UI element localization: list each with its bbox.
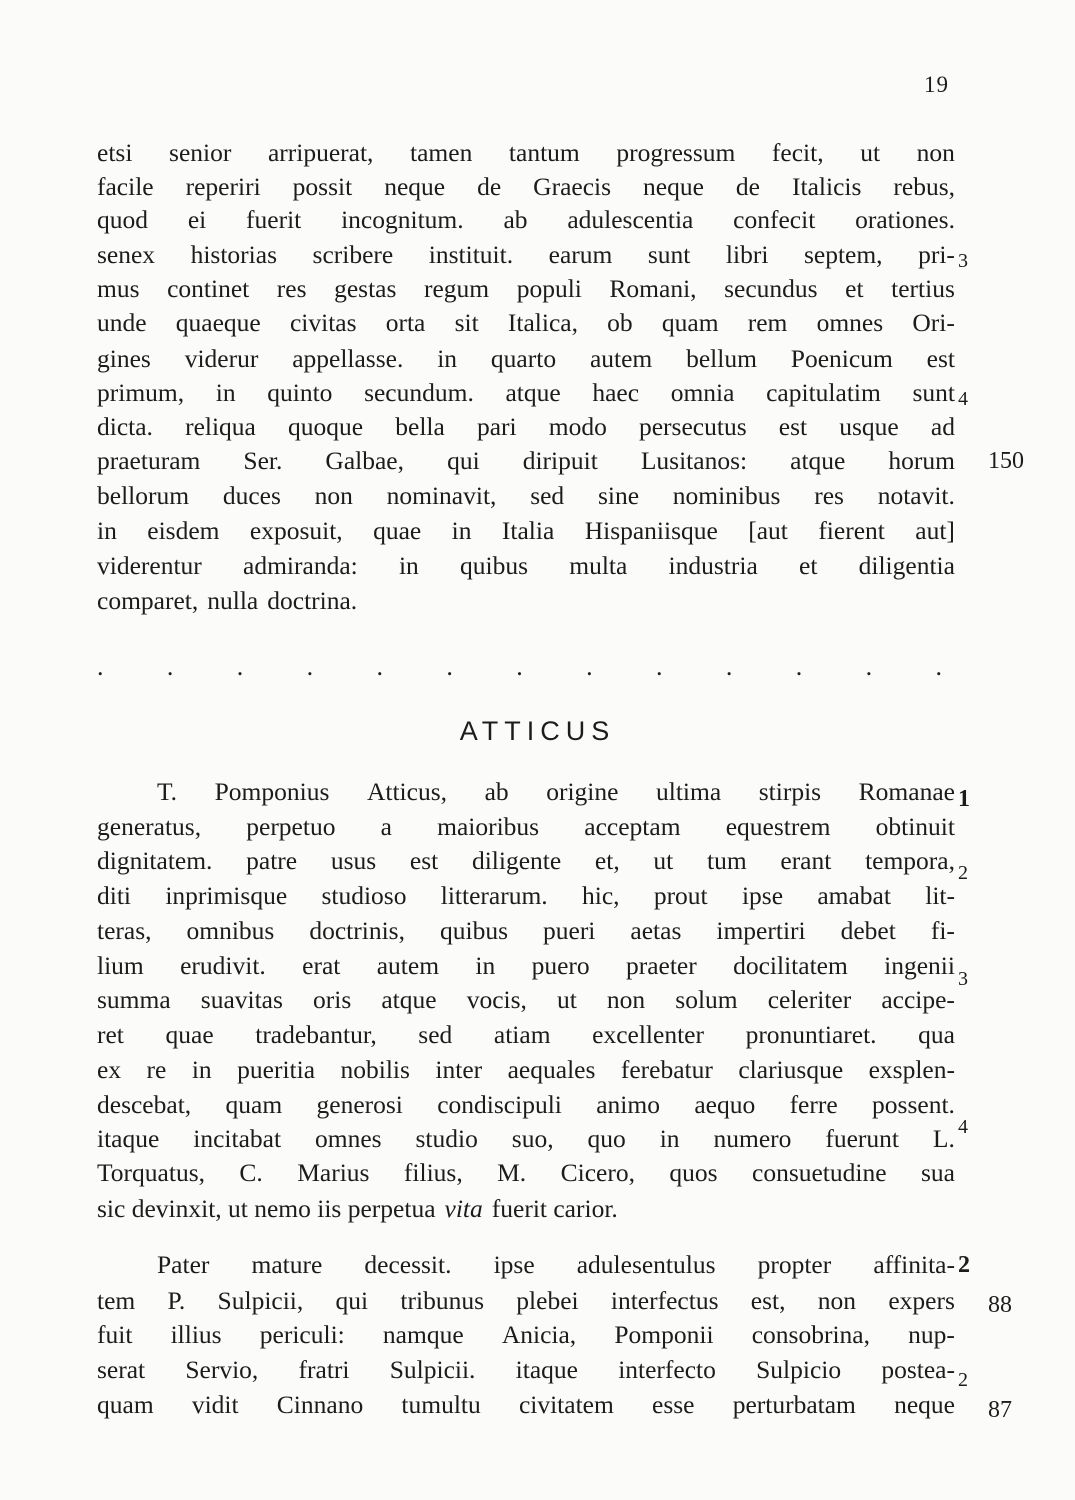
- text-line: generatus, perpetuo a maioribus acceptam equestrem obtinuit: [97, 812, 955, 841]
- text-segment: fuerit carior.: [491, 1194, 618, 1223]
- text-line: [97, 1194, 955, 1224]
- text-line: T. Pomponius Atticus, ab origine ultima stirpis Romanae: [157, 777, 955, 806]
- text-line: primum, in quinto secundum. atque haec omnia capitulatim sunt: [97, 378, 955, 407]
- ellipsis-row: [97, 652, 942, 682]
- ellipsis-dot: .: [656, 652, 663, 681]
- ellipsis-dot: .: [236, 652, 244, 681]
- section-marker: 4: [958, 1116, 968, 1138]
- ellipsis-dot: .: [795, 652, 803, 681]
- text-line: facile reperiri possit neque de Graecis neque de Italicis rebus,: [97, 172, 955, 201]
- text-line: mus continet res gestas regum populi Romani, secundus et tertius: [97, 274, 955, 303]
- text-line: senex historias scribere instituit. earum sunt libri septem, pri-: [97, 240, 955, 269]
- text-line: bellorum duces non nominavit, sed sine nominibus res notavit.: [97, 481, 955, 510]
- text-line: descebat, quam generosi condiscipuli animo aequo ferre possent.: [97, 1090, 955, 1119]
- text-segment: sic devinxit, ut nemo iis perpetua: [97, 1194, 436, 1223]
- text-line: dicta. reliqua quoque bella pari modo persecutus est usque ad: [97, 412, 955, 441]
- section-marker: 2: [958, 1369, 968, 1391]
- text-line: summa suavitas oris atque vocis, ut non solum celeriter accipe-: [97, 985, 955, 1014]
- ellipsis-dot: .: [725, 652, 733, 681]
- section-marker: 3: [958, 968, 968, 990]
- text-line: tem P. Sulpicii, qui tribunus plebei interfectus est, non expers: [97, 1286, 955, 1315]
- text-line: teras, omnibus doctrinis, quibus pueri aetas impertiri debet fi-: [97, 916, 955, 945]
- section-heading: ATTICUS: [459, 716, 616, 746]
- section-marker: 3: [958, 250, 968, 272]
- text-line: Pater mature decessit. ipse adulesentulus propter affinita-: [157, 1250, 955, 1279]
- text-line: diti inprimisque studioso litterarum. hic, prout ipse amabat lit-: [97, 881, 955, 910]
- text-line: itaque incitabat omnes studio suo, quo in numero fuerunt L.: [97, 1124, 955, 1153]
- ellipsis-dot: .: [935, 652, 942, 681]
- text-line: quod ei fuerit incognitum. ab adulescentia confecit orationes.: [97, 205, 955, 234]
- text-line: lium erudivit. erat autem in puero praeter docilitatem ingenii: [97, 951, 955, 980]
- ellipsis-dot: .: [865, 652, 873, 681]
- text-line: etsi senior arripuerat, tamen tantum progressum fecit, ut non: [97, 138, 955, 167]
- text-line: Torquatus, C. Marius filius, M. Cicero, quos consuetudine sua: [97, 1158, 955, 1187]
- text-line: dignitatem. patre usus est diligente et, ut tum erant tempora,: [97, 846, 955, 875]
- ellipsis-dot: .: [516, 652, 523, 681]
- section-marker: 2: [958, 862, 968, 884]
- text-line: viderentur admiranda: in quibus multa industria et diligentia: [97, 551, 955, 580]
- text-line: serat Servio, fratri Sulpicii. itaque interfecto Sulpicio postea-: [97, 1355, 955, 1384]
- section-marker: 1: [958, 786, 970, 812]
- text-line: praeturam Ser. Galbae, qui diripuit Lusitanos: atque horum: [97, 446, 955, 475]
- ellipsis-dot: .: [376, 652, 383, 681]
- text-line: quam vidit Cinnano tumultu civitatem esse perturbatam neque: [97, 1390, 955, 1419]
- text-line: ex re in pueritia nobilis inter aequales ferebatur clariusque exsplen-: [97, 1055, 955, 1084]
- section-marker: 4: [958, 388, 968, 410]
- line-number: 150: [988, 448, 1024, 474]
- line-number: 88: [988, 1292, 1012, 1318]
- text-line: fuit illius periculi: namque Anicia, Pomponii consobrina, nup-: [97, 1320, 955, 1349]
- text-line: in eisdem exposuit, quae in Italia Hispaniisque [aut fierent aut]: [97, 516, 955, 545]
- text-line: comparet, nulla doctrina.: [97, 586, 358, 615]
- page-number: 19: [924, 72, 949, 97]
- section-marker: 2: [958, 1252, 970, 1278]
- italic-word: vita: [444, 1194, 483, 1223]
- ellipsis-dot: .: [446, 652, 453, 681]
- ellipsis-dot: .: [306, 652, 314, 681]
- text-line: gines viderur appellasse. in quarto autem bellum Poenicum est: [97, 344, 955, 373]
- line-number: 87: [988, 1397, 1012, 1423]
- ellipsis-dot: .: [97, 652, 104, 681]
- text-line: ret quae tradebantur, sed atiam excellenter pronuntiaret. qua: [97, 1020, 955, 1049]
- ellipsis-dot: .: [166, 652, 174, 681]
- text-line: unde quaeque civitas orta sit Italica, ob quam rem omnes Ori-: [97, 308, 955, 337]
- ellipsis-dot: .: [586, 652, 593, 681]
